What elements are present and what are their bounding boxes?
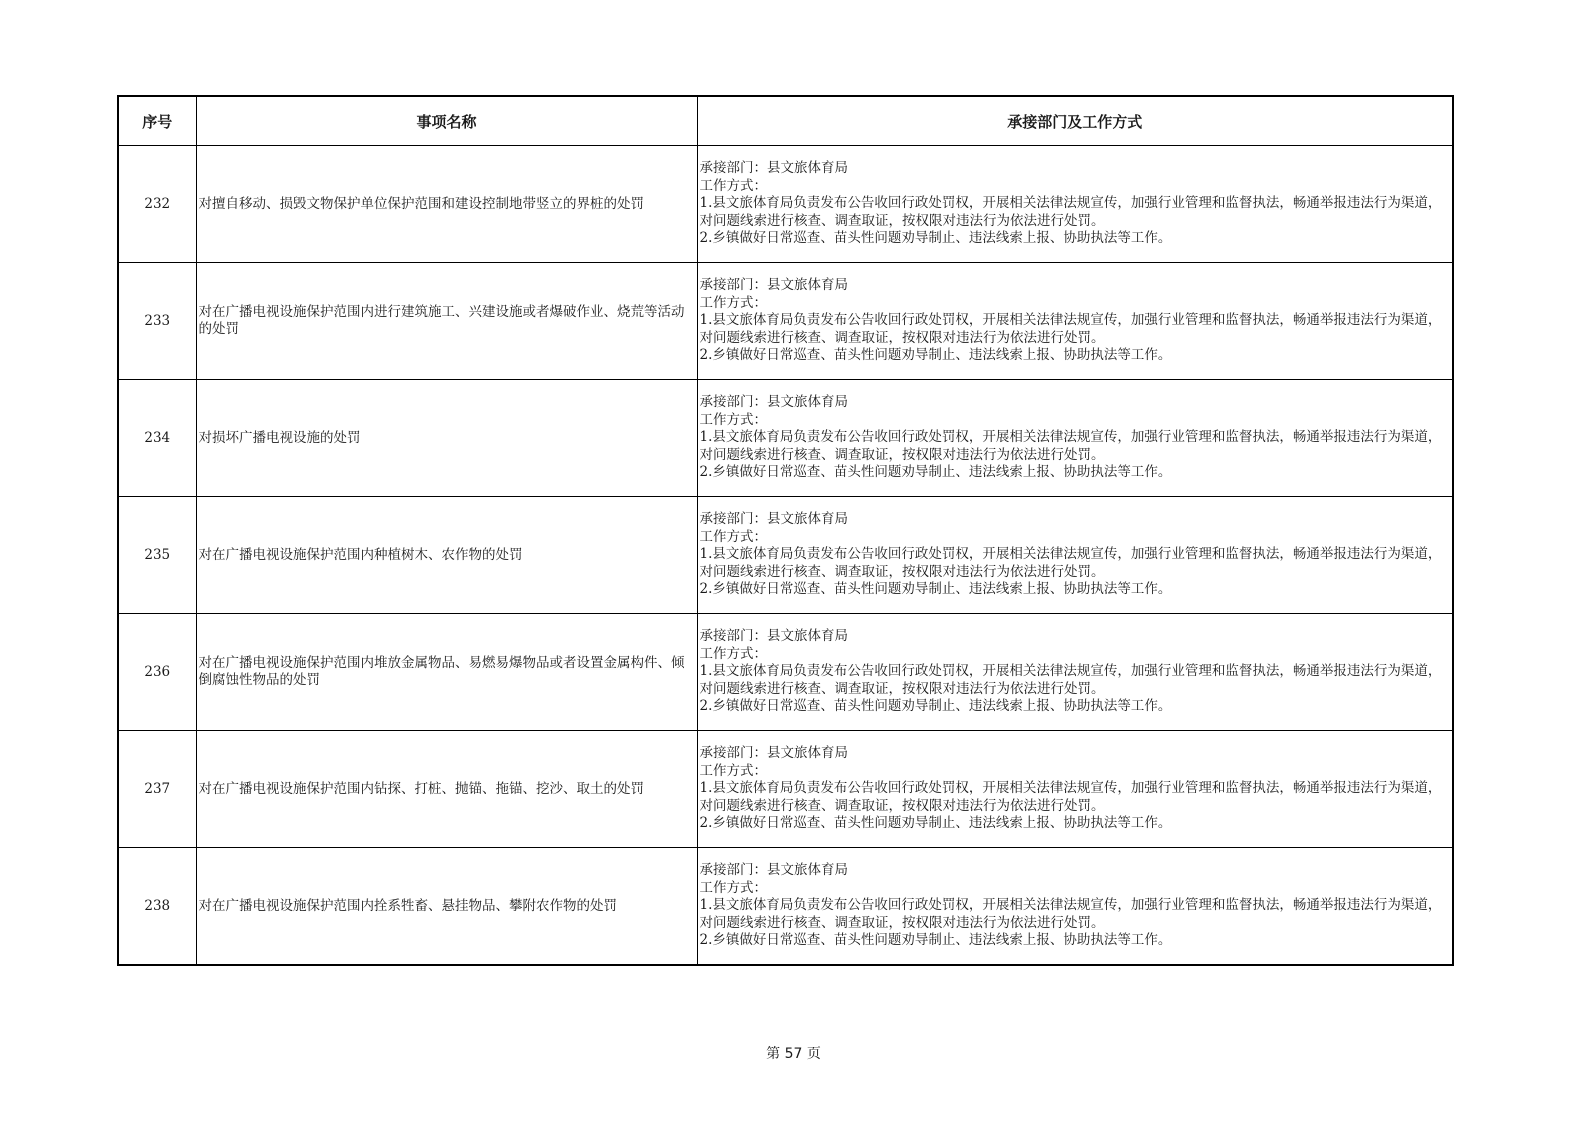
dept-line: 承接部门：县文旅体育局 bbox=[699, 160, 848, 177]
row-num: 233 bbox=[118, 263, 196, 380]
row-num: 232 bbox=[118, 146, 196, 263]
table-body bbox=[118, 146, 1453, 966]
method-label: 工作方式： bbox=[699, 177, 767, 194]
row-dept-method bbox=[697, 146, 1453, 263]
dept-line: 承接部门：县文旅体育局 bbox=[699, 277, 848, 294]
table-header-row bbox=[118, 96, 1453, 146]
method-label: 工作方式： bbox=[699, 411, 767, 428]
dept-line: 承接部门：县文旅体育局 bbox=[699, 394, 848, 411]
row-num: 237 bbox=[118, 731, 196, 848]
items-table-wrapper bbox=[117, 95, 1452, 966]
row-item-name: 对在广播电视设施保护范围内钻探、打桩、抛锚、拖锚、挖沙、取土的处罚 bbox=[196, 731, 697, 848]
row-num: 234 bbox=[118, 380, 196, 497]
method-item-2: 2.乡镇做好日常巡查、苗头性问题劝导制止、违法线索上报、协助执法等工作。 bbox=[699, 347, 1172, 364]
method-label: 工作方式： bbox=[699, 762, 767, 779]
method-label: 工作方式： bbox=[699, 645, 767, 662]
row-item-name: 对擅自移动、损毁文物保护单位保护范围和建设控制地带竖立的界桩的处罚 bbox=[196, 146, 697, 263]
table-row bbox=[118, 497, 1453, 614]
table-row bbox=[118, 146, 1453, 263]
header-dept: 承接部门及工作方式 bbox=[697, 96, 1453, 146]
method-label: 工作方式： bbox=[699, 528, 767, 545]
row-item-name: 对在广播电视设施保护范围内堆放金属物品、易燃易爆物品或者设置金属构件、倾倒腐蚀性物品的处罚 bbox=[196, 614, 697, 731]
row-dept-method bbox=[697, 731, 1453, 848]
row-dept-method bbox=[697, 848, 1453, 966]
method-item-1: 1.县文旅体育局负责发布公告收回行政处罚权，开展相关法律法规宣传，加强行业管理和监督执法，畅通举报违法行为渠道，对问题线索进行核查、调查取证，按权限对违法行为依法进行处罚。 bbox=[699, 195, 1442, 229]
row-item-name: 对损坏广播电视设施的处罚 bbox=[196, 380, 697, 497]
method-item-2: 2.乡镇做好日常巡查、苗头性问题劝导制止、违法线索上报、协助执法等工作。 bbox=[699, 815, 1172, 832]
table-row bbox=[118, 380, 1453, 497]
method-item-1: 1.县文旅体育局负责发布公告收回行政处罚权，开展相关法律法规宣传，加强行业管理和监督执法，畅通举报违法行为渠道，对问题线索进行核查、调查取证，按权限对违法行为依法进行处罚。 bbox=[699, 663, 1442, 697]
method-item-2: 2.乡镇做好日常巡查、苗头性问题劝导制止、违法线索上报、协助执法等工作。 bbox=[699, 581, 1172, 598]
method-item-1: 1.县文旅体育局负责发布公告收回行政处罚权，开展相关法律法规宣传，加强行业管理和监督执法，畅通举报违法行为渠道，对问题线索进行核查、调查取证，按权限对违法行为依法进行处罚。 bbox=[699, 429, 1442, 463]
row-num: 235 bbox=[118, 497, 196, 614]
row-item-name: 对在广播电视设施保护范围内种植树木、农作物的处罚 bbox=[196, 497, 697, 614]
row-dept-method bbox=[697, 497, 1453, 614]
row-dept-method bbox=[697, 263, 1453, 380]
page-number: 第 57 页 bbox=[766, 1046, 821, 1062]
method-item-1: 1.县文旅体育局负责发布公告收回行政处罚权，开展相关法律法规宣传，加强行业管理和监督执法，畅通举报违法行为渠道，对问题线索进行核查、调查取证，按权限对违法行为依法进行处罚。 bbox=[699, 897, 1442, 931]
table-row bbox=[118, 263, 1453, 380]
dept-line: 承接部门：县文旅体育局 bbox=[699, 862, 848, 879]
method-item-2: 2.乡镇做好日常巡查、苗头性问题劝导制止、违法线索上报、协助执法等工作。 bbox=[699, 230, 1172, 247]
method-label: 工作方式： bbox=[699, 879, 767, 896]
method-item-2: 2.乡镇做好日常巡查、苗头性问题劝导制止、违法线索上报、协助执法等工作。 bbox=[699, 698, 1172, 715]
table-row bbox=[118, 731, 1453, 848]
method-item-2: 2.乡镇做好日常巡查、苗头性问题劝导制止、违法线索上报、协助执法等工作。 bbox=[699, 932, 1172, 949]
header-num: 序号 bbox=[118, 96, 196, 146]
row-item-name: 对在广播电视设施保护范围内进行建筑施工、兴建设施或者爆破作业、烧荒等活动的处罚 bbox=[196, 263, 697, 380]
table-row bbox=[118, 848, 1453, 966]
method-item-1: 1.县文旅体育局负责发布公告收回行政处罚权，开展相关法律法规宣传，加强行业管理和监督执法，畅通举报违法行为渠道，对问题线索进行核查、调查取证，按权限对违法行为依法进行处罚。 bbox=[699, 312, 1442, 346]
dept-line: 承接部门：县文旅体育局 bbox=[699, 511, 848, 528]
method-item-2: 2.乡镇做好日常巡查、苗头性问题劝导制止、违法线索上报、协助执法等工作。 bbox=[699, 464, 1172, 481]
row-num: 236 bbox=[118, 614, 196, 731]
method-label: 工作方式： bbox=[699, 294, 767, 311]
table-row bbox=[118, 614, 1453, 731]
dept-line: 承接部门：县文旅体育局 bbox=[699, 745, 848, 762]
method-item-1: 1.县文旅体育局负责发布公告收回行政处罚权，开展相关法律法规宣传，加强行业管理和监督执法，畅通举报违法行为渠道，对问题线索进行核查、调查取证，按权限对违法行为依法进行处罚。 bbox=[699, 546, 1442, 580]
method-item-1: 1.县文旅体育局负责发布公告收回行政处罚权，开展相关法律法规宣传，加强行业管理和监督执法，畅通举报违法行为渠道，对问题线索进行核查、调查取证，按权限对违法行为依法进行处罚。 bbox=[699, 780, 1442, 814]
header-name: 事项名称 bbox=[196, 96, 697, 146]
row-dept-method bbox=[697, 614, 1453, 731]
row-num: 238 bbox=[118, 848, 196, 966]
items-table bbox=[117, 95, 1454, 966]
row-dept-method bbox=[697, 380, 1453, 497]
dept-line: 承接部门：县文旅体育局 bbox=[699, 628, 848, 645]
row-item-name: 对在广播电视设施保护范围内拴系牲畜、悬挂物品、攀附农作物的处罚 bbox=[196, 848, 697, 966]
